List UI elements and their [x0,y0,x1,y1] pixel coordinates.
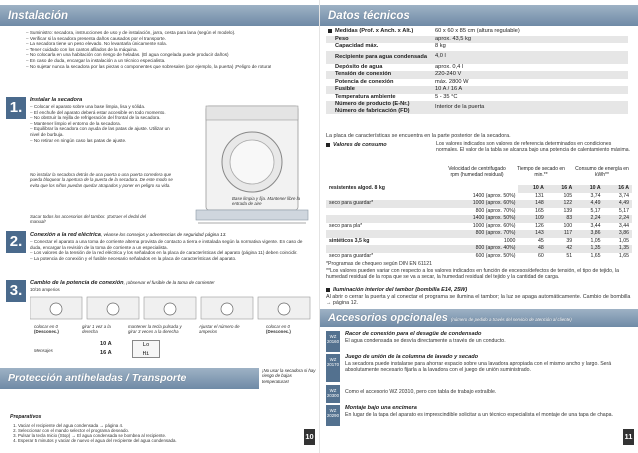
consumption-desc: Los valores indicados son valores de referencia determinados en condiciones normales. El valor de la tabla se alcanza bajo una potencia de calentamiento máxima. [436,141,630,153]
accessories-note: Sacar todos los accesorios del tambor. ¡Extraer el dedal del manual! [30,214,147,225]
plate-note: La placa de características se encuentra en la parte posterior de la secadora. [326,133,511,139]
step-number-3: 3. [6,280,26,302]
accessory-item: WZ 20290 Montaje bajo una encimera En lugar de la tapa del aparato es imprescindible solicitar a un técnico especialista el montaje de una tapa de chapa. [326,405,632,427]
power-title: Conexión a la red eléctrica, véanse los consejos y advertencias de seguridad página 13. [30,232,227,238]
intro-item: – No sujetar nunca la secadora por las piezas o componentes que sobresalen (por ejemplo, la puerta) ¡Peligro de rotura! [26,64,286,70]
power-item: – Los valores de la tensión de la red eléctrica y los señalados en la placa de características del aparato (página 11) deben coincidir. [30,250,314,256]
footnote-2: **Los valores pueden variar con respecto a los valores indicados en función de excesos/defectos de tensión, el tipo de tejido, la humedad residual de la ropa que se va a secar, la humedad residual del tejido y la cantidad de carga. [326,268,619,280]
intro-item: – Verificar si la secadora presenta daños causados por el transporte. [26,36,316,42]
step-number-1: 1. [6,97,26,119]
dryer-illustration [192,100,310,226]
accessory-item: WZ 20170 Juego de unión de la columna de lavado y secado La secadora puede instalarse para ahorrar espacio sobre una lavadora apropiada con el mismo ancho y largo. Será absolutamente necesario fijarla a la lavadora con el juego de unión suministrado. [326,354,632,383]
frost-protection-header: Protección antiheladas / Transporte [0,368,259,389]
intro-item: – La secadora tiene un peso elevado. No levantarla únicamente sola. [26,41,316,47]
col-spin-header: Velocidad de centrifugado rpm (humedad residual) [448,166,506,178]
lighting-text: Al abrir o cerrar la puerta y al conectar el programa se ilumina el tambor; la luz se apaga automáticamente. Cambio de bombilla → página 12. [326,294,631,307]
step-hold-turn: mantener la tecla pulsada y girar 3 veces a la derecha [128,324,182,335]
install-item: – No obstruir la rejilla de refrigeración del frontal de la secadora. [30,115,180,121]
step-off-1: colocar en 0 (Desconec.) [34,324,59,335]
consumption-title: Valores de consumo [326,142,387,149]
intro-item: – En caso de duda, encargar la instalación a un técnico especialista. [26,58,316,64]
step-number-2: 2. [6,231,26,253]
install-item: – Colocar el aparato sobre una base limpia, lisa y sólida. [30,104,180,110]
preparation-step: 3. Pulsar la tecla Inicio (Stop) → El agua condensada se bombea al recipiente. [18,433,177,438]
specs-table: Medidas (Prof. x Anch. x Alt.) 60 x 60 x 85 cm (altura regulable) Peso aprox. 43,5 kg Capacidad máx. 8 kg Recipiente para agua condensada 4,0 l Depósito de agua aprox. 0,4 l Tensión de conexión 220-240 V Potencia de conexión máx. 2800 W Fusible 10 A / 16 A Temperatura ambiente 5 - 35 °C Número de producto (E-Nr.) Número de fabricación (FD) Interior de la puerta [326,28,628,114]
intro-item: – No colocarla en una habitación con riesgo de heladas. (El agua congelada puede producir daños) [26,52,316,58]
power-item: – La potencia de conexión y el fusible necesario señalados en la placa de características del aparato. [30,256,314,262]
accessory-item: WZ 20300 Como el accesorio WZ 20310, pero con tabla de trabajo extraíble. [326,385,632,403]
preparation-step: 2. Seleccionar con el mando selector el programa deseado. [18,428,177,433]
step-turn-right: girar 1 vez a la derecha [82,324,111,335]
install-item: – Equilibrar la secadora con ayuda de las patas de ajuste. Utilizar un nivel de burbuja. [30,126,175,137]
accessory-item: WZ 20160 Racor de conexión para el desagüe de condensado El agua condensada se desvía directamente a través de un conducto. [326,331,632,353]
footnote-1: *Programas de chequeo según DIN EN 61121 [326,261,433,267]
preparation-step: 1. Vaciar el recipiente del agua condensada → página 4. [18,423,177,428]
frost-warning: ¡No usar la secadora si hay riesgo de bajas temperaturas! [262,368,316,384]
bullet-icon [328,29,332,33]
amperage-subtitle: 10/16 amperios [30,287,60,292]
intro-item: – Suministro: secadora, instrucciones de uso y de instalación, jarra, cesta para lana (según el modelo). [26,30,316,36]
bullet-icon [326,288,330,292]
step-off-2: colocar en 0 (Desconec.) [266,324,291,335]
install-item: – Mantener limpio el entorno de la secadora. [30,121,180,127]
dryer-caption: Base limpia y fija. Mantener libre la entrada de aire [232,196,301,207]
accessories-header: Accesorios opcionales (número de pedido a través del servicio de atención al cliente) [320,309,638,327]
power-list [30,239,314,261]
right-page [319,0,638,453]
amperage-title: Cambio de la potencia de conexión, ¡observar el fusible de la toma de corriente! [30,280,215,286]
preparation-steps [10,423,177,443]
install-item: – El enchufe del aparato deberá estar accesible en todo momento. [30,110,180,116]
intro-item: – Tener cuidado con los cantos afilados de la máquina. [26,47,316,53]
intro-list [26,30,316,69]
page-number-left: 10 [304,429,315,445]
preparation-title: Preparativos [10,414,42,420]
message-amps: 10 A 16 A [100,341,112,356]
col-energy-header: Consumo de energía en kWh** [575,166,629,178]
message-display: Lo Hi [132,340,160,358]
bullet-icon [326,143,330,147]
step-set-amps: Ajustar el número de amperios [199,324,240,335]
installation-header: Instalación [0,5,319,26]
col-time-header: Tiempo de secado en min.** [517,166,565,178]
page-number-right: 11 [623,429,634,445]
consumption-table: resistentes algod. 8 kg 10 A 16 A 10 A 16 A 1400 (aprox. 50%) 131 105 3,74 3,74 seco para guardar* 1000 (aprox. 60%) 148 122 4,49 4,49 800 (aprox. 70%) 165 139 5,17 5,17 1400 (aprox. 50%) 109 83 2,24 2,24 seco para pla* 1000 (aprox. 60%) 126 100 3,44 3,44 800 (aprox. 70%) 143 117 3,86 3,86 sintéticos 3,5 kg 1000 45 39 1,05 1,05 800 (aprox. 40%) 48 42 1,35 1,35 seco para guardar* 600 (aprox. 50%) 60 51 1,65 1,65 [326,185,632,260]
preparation-step: 4. Esperar 5 minutos y vaciar de nuevo el agua del recipiente del agua condensada. [18,438,177,443]
power-item: – Conectar el aparato a una toma de corriente alterna provista de contacto a tierra e instalada según la normativa vigente. En caso de duda, encargar la revisión de la toma de corriente a un especialista. [30,239,314,250]
lighting-title: Iluminación interior del tambor (bombilla E14, 25W) [326,287,467,294]
door-warning: No instalar la secadora detrás de una puerta o una puerta corredera que pueda bloquear la apertura de la puerta de la secadora. De este modo se evita que los niños puedan quedar atrapados y poner en peligro su vida. [30,172,173,188]
messages-label: Mensajes [34,348,53,353]
install-item: – No retirar en ningún caso las patas de ajuste. [30,138,180,144]
control-panel-images [30,295,314,321]
technical-data-header: Datos técnicos [320,5,638,26]
install-title: Instalar la secadora [30,97,83,103]
install-list [30,104,180,143]
